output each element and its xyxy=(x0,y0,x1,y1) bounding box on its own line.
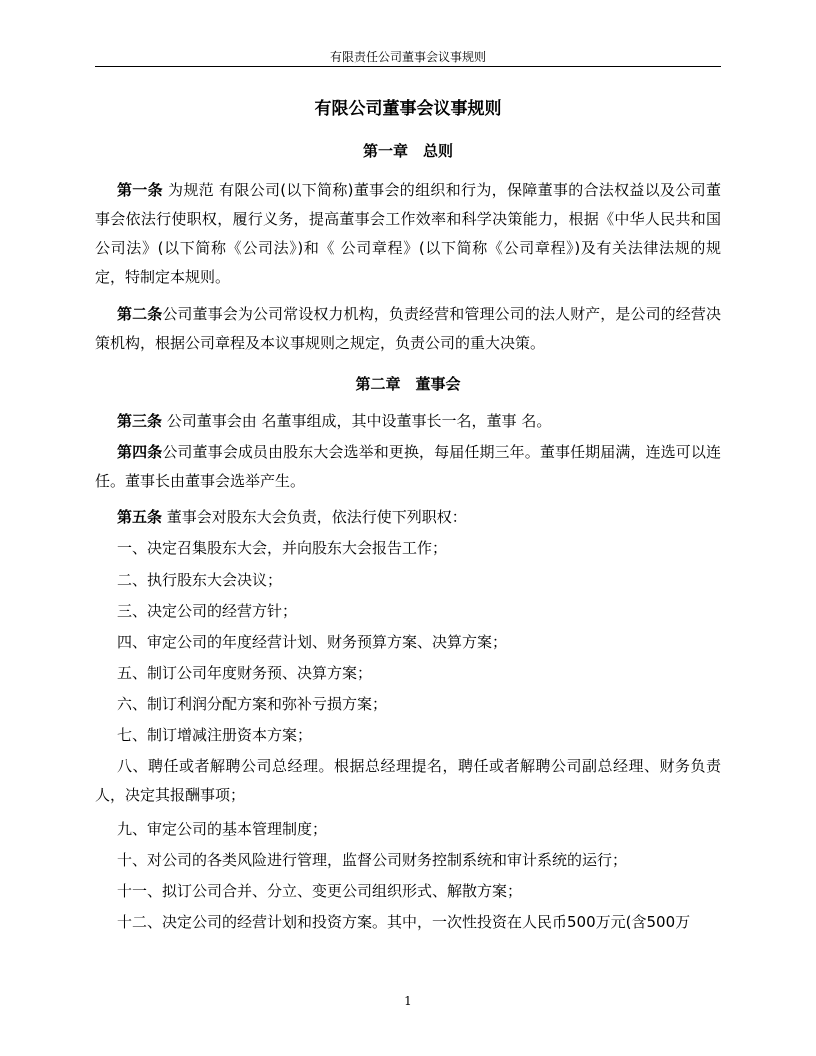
power-item: 一、决定召集股东大会，并向股东大会报告工作； xyxy=(117,539,448,557)
power-item: 十一、拟订公司合并、分立、变更公司组织形式、解散方案； xyxy=(117,882,523,900)
article-4-label: 第四条 xyxy=(117,443,163,461)
power-item: 六、制订利润分配方案和弥补亏损方案； xyxy=(117,695,388,713)
article-3-label: 第三条 xyxy=(117,412,163,430)
article-4 xyxy=(95,438,721,496)
power-item: 三、决定公司的经营方针； xyxy=(117,602,298,620)
article-1-text: 为规范 有限公司(以下简称)董事会的组织和行为，保障董事的合法权益以及公司董事会依法行使职权，履行义务，提高董事会工作效率和科学决策能力，根据《中华人民共和国公司法》(以下简称《公司法》)和《 公司章程》(以下简称《公司章程》)及有关法律法规的规定，特制定本规则。 xyxy=(95,181,721,286)
header-divider xyxy=(95,66,721,67)
chapter-1-heading: 第一章 总则 xyxy=(362,142,453,160)
power-item: 二、执行股东大会决议； xyxy=(117,571,283,589)
article-1 xyxy=(95,176,721,292)
chapter-2-heading: 第二章 董事会 xyxy=(355,375,461,393)
power-item: 十二、决定公司的经营计划和投资方案。其中，一次性投资在人民币500万元(含500万 xyxy=(117,913,691,931)
article-2-text: 公司董事会为公司常设权力机构，负责经营和管理公司的法人财产，是公司的经营决策机构，根据公司章程及本议事规则之规定，负责公司的重大决策。 xyxy=(95,305,721,352)
power-item: 五、制订公司年度财务预、决算方案； xyxy=(117,664,373,682)
power-item: 八、聘任或者解聘公司总经理。根据总经理提名，聘任或者解聘公司副总经理、财务负责人，决定其报酬事项； xyxy=(95,757,721,804)
power-item: 四、审定公司的年度经营计划、财务预算方案、决算方案； xyxy=(117,633,508,651)
page-header-title: 有限责任公司董事会议事规则 xyxy=(329,50,486,64)
article-5-label: 第五条 xyxy=(117,508,163,526)
article-1-label: 第一条 xyxy=(117,181,163,199)
article-5 xyxy=(95,503,721,532)
power-item: 七、制订增减注册资本方案； xyxy=(117,726,313,744)
article-2-label: 第二条 xyxy=(117,305,163,323)
power-item: 十、对公司的各类风险进行管理，监督公司财务控制系统和审计系统的运行； xyxy=(117,851,628,869)
article-3-text: 公司董事会由 名董事组成，其中设董事长一名，董事 名。 xyxy=(162,412,552,430)
article-5-text: 董事会对股东大会负责，依法行使下列职权： xyxy=(162,508,467,526)
article-4-text: 公司董事会成员由股东大会选举和更换，每届任期三年。董事任期届满，连选可以连任。董事长由董事会选举产生。 xyxy=(95,443,721,490)
power-item: 九、审定公司的基本管理制度； xyxy=(117,820,328,838)
article-3 xyxy=(95,407,721,436)
article-2 xyxy=(95,300,721,358)
page-number: 1 xyxy=(404,994,412,1008)
document-title: 有限公司董事会议事规则 xyxy=(314,99,502,119)
